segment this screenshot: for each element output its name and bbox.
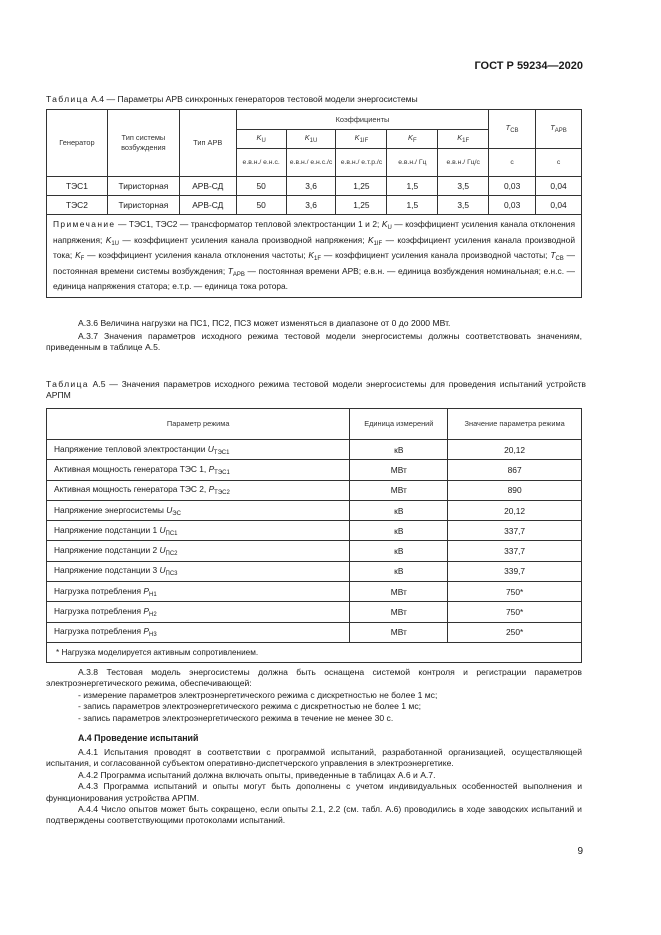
cell-unit: кВ (350, 521, 448, 541)
paragraph-a36: А.3.6 Величина нагрузки на ПС1, ПС2, ПС3 может изменяться в диапазоне от 0 до 2000 МВт. (78, 318, 451, 328)
cell-value: 867 (448, 460, 582, 480)
header-value: Значение параметра режима (448, 409, 582, 440)
paragraph-a43: А.4.3 Программа испытаний и опыты могут быть дополнены с учетом индивидуальных особенностей выполнения и функционирования устройства АРПМ. (46, 781, 582, 803)
cell-value: 337,7 (448, 541, 582, 561)
cell-arv: АРВ-СД (179, 196, 236, 215)
table-row (47, 561, 582, 581)
cell-k1f: 3,5 (438, 177, 489, 196)
table-row (47, 582, 582, 602)
section-a4-heading: А.4 Проведение испытаний (78, 733, 199, 743)
cell-k1u: 3,6 (286, 177, 336, 196)
cell-param: Напряжение подстанции 1 $U_{ПС1}$ (47, 521, 350, 541)
page-number: 9 (577, 846, 583, 857)
note-prefix: Примечание (53, 219, 116, 229)
unit-k1f: е.в.н./ Гц/с (438, 149, 489, 177)
table-row (47, 541, 582, 561)
table-row (47, 440, 582, 460)
cell-param: Напряжение подстанции 2 $U_{ПС2}$ (47, 541, 350, 561)
header-ku: $K_U$ (236, 130, 286, 149)
cell-unit: кВ (350, 541, 448, 561)
table-row (47, 177, 582, 196)
table-a4-caption-prefix: Таблица (46, 94, 89, 104)
cell-excitation: Тиристорная (107, 196, 179, 215)
cell-unit: МВт (350, 602, 448, 622)
header-tarv: $T_{АРВ}$ (536, 110, 582, 149)
table-row (47, 460, 582, 480)
header-excitation-system: Тип системы возбуждения (107, 110, 179, 177)
unit-ku: е.в.н./ е.н.с. (236, 149, 286, 177)
section-a38 (46, 667, 582, 724)
paragraph-a41: А.4.1 Испытания проводят в соответствии с программой испытаний, разработанной организацией, осуществляющей испытания, и согласованной субъектом оперативно-диспетчерского управления в электроэнергетике. (46, 747, 582, 769)
cell-unit: МВт (350, 622, 448, 642)
header-param: Параметр режима (47, 409, 350, 440)
list-item: - измерение параметров электроэнергетического режима с дискретностью не более 1 мс; (78, 689, 438, 700)
cell-generator: ТЭС2 (47, 196, 108, 215)
cell-value: 20,12 (448, 500, 582, 520)
header-unit: Единица измерений (350, 409, 448, 440)
cell-value: 750* (448, 582, 582, 602)
cell-value: 890 (448, 480, 582, 500)
paragraph-a44: А.4.4 Число опытов может быть сокращено, если опыты 2.1, 2.2 (см. табл. А.6) проводились в ходе заводских испытаний и подтверждены соответствующими протоколами испытаний. (46, 804, 582, 826)
table-a5-caption-prefix: Таблица (46, 379, 89, 389)
list-item: - запись параметров электроэнергетического режима с дискретностью не более 1 мс; (78, 701, 422, 712)
cell-k1if: 1,25 (336, 196, 387, 215)
table-row (47, 500, 582, 520)
cell-excitation: Тиристорная (107, 177, 179, 196)
table-a5 (46, 408, 582, 663)
header-generator: Генератор (47, 110, 108, 177)
cell-kf: 1,5 (387, 196, 438, 215)
cell-generator: ТЭС1 (47, 177, 108, 196)
cell-value: 750* (448, 602, 582, 622)
cell-unit: МВт (350, 460, 448, 480)
header-tsv: $T_{СВ}$ (489, 110, 536, 149)
cell-value: 339,7 (448, 561, 582, 581)
cell-tarv: 0,04 (536, 177, 582, 196)
cell-tsv: 0,03 (489, 177, 536, 196)
table-row (47, 521, 582, 541)
cell-unit: кВ (350, 561, 448, 581)
cell-param: Напряжение энергосистемы $U_{ЭС}$ (47, 500, 350, 520)
cell-param: Нагрузка потребления $P_{Н2}$ (47, 602, 350, 622)
unit-k1if: е.в.н./ е.т.р./с (336, 149, 387, 177)
cell-k1f: 3,5 (438, 196, 489, 215)
cell-value: 337,7 (448, 521, 582, 541)
cell-unit: кВ (350, 440, 448, 460)
cell-param: Активная мощность генератора ТЭС 1, $P_{ТЭС1}$ (47, 460, 350, 480)
paragraph-a37: А.3.7 Значения параметров исходного режима тестовой модели энергосистемы должны соответствовать значениям, приведенным в таблице А.5. (46, 331, 582, 353)
document-code: ГОСТ Р 59234—2020 (474, 60, 583, 72)
table-a4-note: Примечание — ТЭС1, ТЭС2 — трансформатор тепловой электростанции 1 и 2; $K_U$ — коэффициент усиления канала отклонения напряжения; $K_{1U}$ — коэффициент усиления канала производной напряжения; $K_{1IF}$ — коэффициент усиления канала производной тока; $K_F$ — коэффициент усиления канала отклонения частоты; $K_{1F}$ — коэффициент усиления канала производной частоты; $T_{СВ}$ — постоянная времени системы возбуждения; $T_{АРВ}$ — постоянная времени АРВ; е.в.н. — единица возбуждения номинальная; е.н.с. — единица напряжения статора; е.т.р. — единица тока ротора. (47, 215, 582, 298)
header-k1f: $K_{1F}$ (438, 130, 489, 149)
header-kf: $K_F$ (387, 130, 438, 149)
table-a4-caption (46, 94, 586, 105)
unit-kf: е.в.н./ Гц (387, 149, 438, 177)
unit-k1u: е.в.н./ е.н.с./с (286, 149, 336, 177)
table-a5-caption (46, 379, 586, 401)
cell-arv: АРВ-СД (179, 177, 236, 196)
table-row (47, 480, 582, 500)
table-a4-caption-text: А.4 — Параметры АРВ синхронных генераторов тестовой модели энергосистемы (88, 94, 418, 104)
cell-unit: МВт (350, 582, 448, 602)
table-a4 (46, 109, 582, 298)
table-row (47, 602, 582, 622)
cell-unit: кВ (350, 500, 448, 520)
table-row (47, 196, 582, 215)
cell-tarv: 0,04 (536, 196, 582, 215)
list-item: - запись параметров электроэнергетического режима в течение не менее 30 с. (78, 712, 394, 723)
cell-unit: МВт (350, 480, 448, 500)
table-row (47, 622, 582, 642)
cell-ku: 50 (236, 196, 286, 215)
header-arv-type: Тип АРВ (179, 110, 236, 177)
unit-tsv: с (489, 149, 536, 177)
header-coefficients: Коэффициенты (236, 110, 488, 130)
cell-value: 250* (448, 622, 582, 642)
header-k1u: $K_{1U}$ (286, 130, 336, 149)
cell-kf: 1,5 (387, 177, 438, 196)
cell-value: 20,12 (448, 440, 582, 460)
unit-tarv: с (536, 149, 582, 177)
paragraph-a42: А.4.2 Программа испытаний должна включать опыты, приведенные в таблицах А.6 и А.7. (78, 769, 436, 780)
cell-param: Нагрузка потребления $P_{Н1}$ (47, 582, 350, 602)
table-a5-caption-text: А.5 — Значения параметров исходного режима тестовой модели энергосистемы для проведения испытаний устройств АРПМ (46, 379, 586, 400)
cell-param: Нагрузка потребления $P_{Н3}$ (47, 622, 350, 642)
cell-param: Напряжение тепловой электростанции $U_{ТЭС1}$ (47, 440, 350, 460)
cell-param: Активная мощность генератора ТЭС 2, $P_{ТЭС2}$ (47, 480, 350, 500)
section-a4-body (46, 747, 582, 827)
cell-param: Напряжение подстанции 3 $U_{ПС3}$ (47, 561, 350, 581)
header-k1if: $K_{1IF}$ (336, 130, 387, 149)
cell-k1if: 1,25 (336, 177, 387, 196)
cell-tsv: 0,03 (489, 196, 536, 215)
cell-ku: 50 (236, 177, 286, 196)
table-a5-footnote: * Нагрузка моделируется активным сопротивлением. (47, 642, 582, 662)
cell-k1u: 3,6 (286, 196, 336, 215)
paragraph-a38: А.3.8 Тестовая модель энергосистемы должна быть оснащена системой контроля и регистрации параметров электроэнергетического режима, обеспечивающей: (46, 667, 582, 689)
